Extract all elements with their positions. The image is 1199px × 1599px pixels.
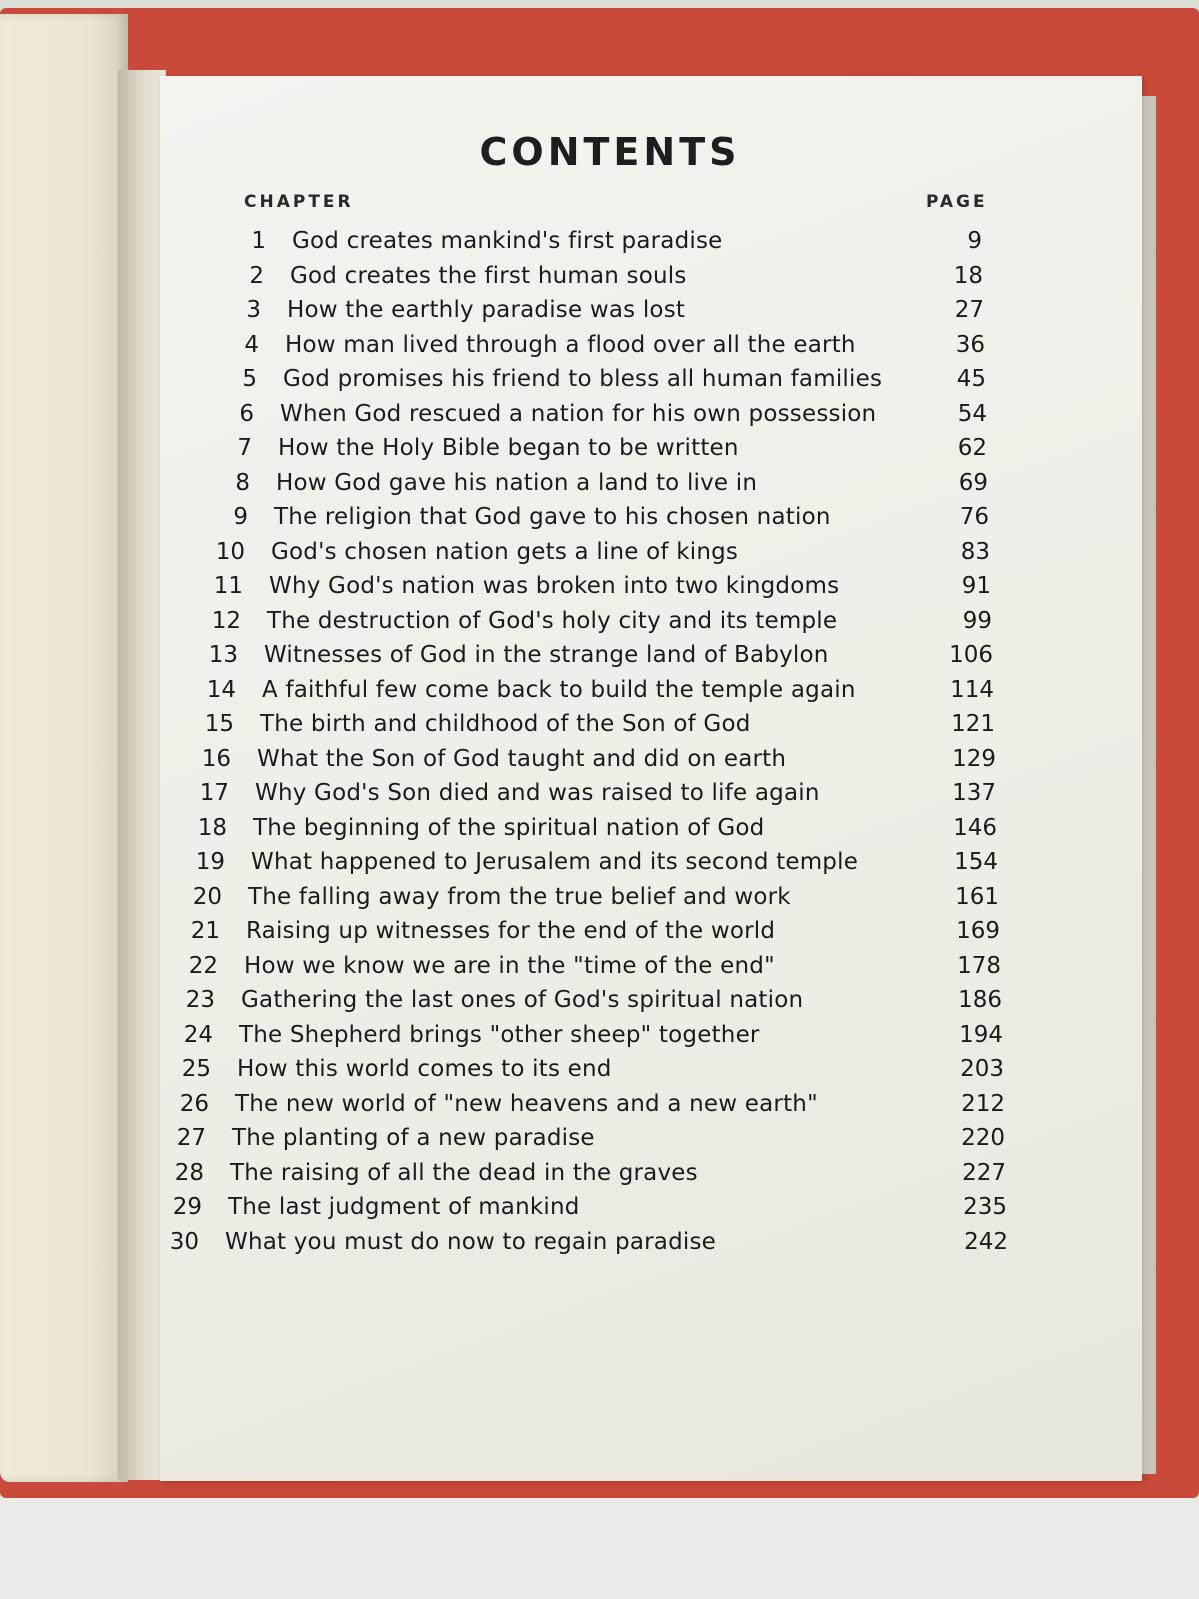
toc-entry — [160, 1225, 1142, 1260]
toc-entry — [160, 1190, 1142, 1225]
chapter-number: 1 — [251, 228, 266, 254]
chapter-page-number: 235 — [963, 1194, 1007, 1220]
left-page — [0, 14, 128, 1482]
chapter-number: 3 — [246, 297, 261, 323]
chapter-title: The destruction of God's holy city and its temple — [267, 607, 838, 634]
chapter-page-number: 129 — [952, 745, 996, 772]
toc-entry — [160, 293, 1142, 328]
chapter-page-number: 161 — [955, 883, 999, 910]
chapter-title: When God rescued a nation for his own possession — [280, 400, 877, 427]
chapter-number: 14 — [206, 676, 236, 703]
toc-entry — [160, 362, 1142, 397]
toc-entry — [160, 1018, 1142, 1053]
toc-entry — [160, 673, 1142, 708]
chapter-page-number: 154 — [954, 849, 998, 875]
chapter-title: Witnesses of God in the strange land of Babylon — [264, 642, 829, 668]
chapter-page-number: 69 — [958, 469, 988, 496]
chapter-page-number: 45 — [956, 366, 986, 392]
chapter-number: 18 — [197, 814, 227, 841]
chapter-number: 16 — [201, 745, 231, 772]
chapter-title: A faithful few come back to build the temple again — [262, 676, 856, 703]
chapter-number: 8 — [235, 469, 250, 496]
chapter-title: Raising up witnesses for the end of the world — [246, 918, 776, 944]
chapter-title: What happened to Jerusalem and its second temple — [251, 849, 859, 875]
chapter-title: Why God's nation was broken into two kingdoms — [269, 573, 840, 599]
chapter-title: Gathering the last ones of God's spiritual nation — [241, 987, 804, 1013]
chapter-title: The planting of a new paradise — [232, 1125, 595, 1151]
page-column-header: PAGE — [926, 192, 988, 212]
chapter-number: 11 — [213, 573, 243, 599]
chapter-title: How man lived through a flood over all the earth — [285, 331, 856, 358]
chapter-title: How the earthly paradise was lost — [287, 297, 686, 323]
chapter-number: 15 — [204, 711, 234, 737]
chapter-page-number: 146 — [953, 814, 997, 841]
chapter-number: 10 — [215, 538, 245, 565]
chapter-number: 22 — [188, 952, 218, 979]
toc-entry — [160, 1121, 1142, 1156]
chapter-title: The new world of "new heavens and a new earth" — [235, 1090, 818, 1117]
chapter-page-number: 27 — [954, 297, 984, 323]
chapter-title: The birth and childhood of the Son of God — [260, 711, 751, 737]
book-gutter — [118, 70, 166, 1480]
chapter-number: 25 — [181, 1056, 211, 1082]
toc-entry — [160, 535, 1142, 570]
toc-entry — [160, 224, 1142, 259]
chapter-page-number: 36 — [955, 331, 985, 358]
toc-entry — [160, 1052, 1142, 1087]
chapter-title: Why God's Son died and was raised to life again — [255, 780, 820, 806]
toc-entry — [160, 1156, 1142, 1191]
chapter-page-number: 242 — [964, 1228, 1008, 1255]
chapter-title: How the Holy Bible began to be written — [278, 435, 739, 461]
chapter-page-number: 220 — [961, 1125, 1005, 1151]
chapter-number: 29 — [172, 1194, 202, 1220]
chapter-title: What the Son of God taught and did on earth — [257, 745, 787, 772]
toc-entry — [160, 638, 1142, 673]
chapter-page-number: 114 — [950, 676, 994, 703]
toc-entry — [160, 500, 1142, 535]
chapter-page-number: 9 — [967, 228, 982, 254]
chapter-number: 27 — [176, 1125, 206, 1151]
toc-entry — [160, 707, 1142, 742]
chapter-number: 28 — [174, 1159, 204, 1186]
chapter-number: 21 — [190, 918, 220, 944]
chapter-page-number: 99 — [962, 607, 992, 634]
chapter-number: 17 — [199, 780, 229, 806]
toc-entry — [160, 914, 1142, 949]
chapter-number: 19 — [195, 849, 225, 875]
toc-entry — [160, 328, 1142, 363]
chapter-page-number: 178 — [957, 952, 1001, 979]
table-of-contents — [160, 224, 1142, 1259]
chapter-page-number: 83 — [960, 538, 990, 565]
chapter-page-number: 186 — [958, 987, 1002, 1013]
chapter-number: 9 — [233, 504, 248, 530]
chapter-number: 20 — [192, 883, 222, 910]
chapter-title: God's chosen nation gets a line of kings — [271, 538, 739, 565]
chapter-number: 4 — [244, 331, 259, 358]
chapter-number: 2 — [249, 262, 264, 289]
chapter-page-number: 121 — [951, 711, 995, 737]
chapter-title: The falling away from the true belief and work — [248, 883, 791, 910]
chapter-page-number: 137 — [952, 780, 996, 806]
chapter-page-number: 76 — [959, 504, 989, 530]
chapter-page-number: 54 — [957, 400, 987, 427]
chapter-title: How God gave his nation a land to live in — [276, 469, 758, 496]
toc-entry — [160, 949, 1142, 984]
toc-entry — [160, 397, 1142, 432]
toc-entry — [160, 742, 1142, 777]
toc-entry — [160, 983, 1142, 1018]
chapter-title: God creates the first human souls — [290, 262, 687, 289]
chapter-page-number: 212 — [961, 1090, 1005, 1117]
chapter-page-number: 91 — [961, 573, 991, 599]
chapter-page-number: 62 — [957, 435, 987, 461]
chapter-number: 5 — [242, 366, 257, 392]
chapter-number: 6 — [239, 400, 254, 427]
toc-entry — [160, 569, 1142, 604]
chapter-title: How this world comes to its end — [237, 1056, 612, 1082]
chapter-title: How we know we are in the "time of the end" — [244, 952, 775, 979]
chapter-page-number: 203 — [960, 1056, 1004, 1082]
chapter-title: The religion that God gave to his chosen nation — [274, 504, 831, 530]
toc-entry — [160, 466, 1142, 501]
chapter-title: The last judgment of mankind — [228, 1194, 580, 1220]
chapter-number: 13 — [208, 642, 238, 668]
toc-entry — [160, 880, 1142, 915]
page-edge — [1140, 96, 1156, 1474]
chapter-title: God creates mankind's first paradise — [292, 228, 723, 254]
chapter-number: 24 — [183, 1021, 213, 1048]
toc-entry — [160, 604, 1142, 639]
chapter-column-header: CHAPTER — [244, 192, 354, 212]
chapter-number: 26 — [179, 1090, 209, 1117]
chapter-title: The beginning of the spiritual nation of God — [253, 814, 765, 841]
chapter-title: What you must do now to regain paradise — [225, 1228, 717, 1255]
toc-entry — [160, 811, 1142, 846]
chapter-number: 23 — [185, 987, 215, 1013]
toc-entry — [160, 776, 1142, 811]
chapter-number: 30 — [169, 1228, 199, 1255]
chapter-title: The Shepherd brings "other sheep" together — [239, 1021, 760, 1048]
chapter-page-number: 227 — [962, 1159, 1006, 1186]
contents-page — [160, 76, 1142, 1481]
toc-entry — [160, 431, 1142, 466]
chapter-number: 12 — [211, 607, 241, 634]
chapter-title: God promises his friend to bless all human families — [283, 366, 883, 392]
chapter-page-number: 106 — [949, 642, 993, 668]
toc-entry — [160, 845, 1142, 880]
toc-entry — [160, 259, 1142, 294]
page-title: CONTENTS — [479, 130, 741, 174]
chapter-title: The raising of all the dead in the graves — [230, 1159, 698, 1186]
chapter-page-number: 169 — [956, 918, 1000, 944]
chapter-number: 7 — [237, 435, 252, 461]
chapter-page-number: 194 — [959, 1021, 1003, 1048]
toc-entry — [160, 1087, 1142, 1122]
chapter-page-number: 18 — [953, 262, 983, 289]
